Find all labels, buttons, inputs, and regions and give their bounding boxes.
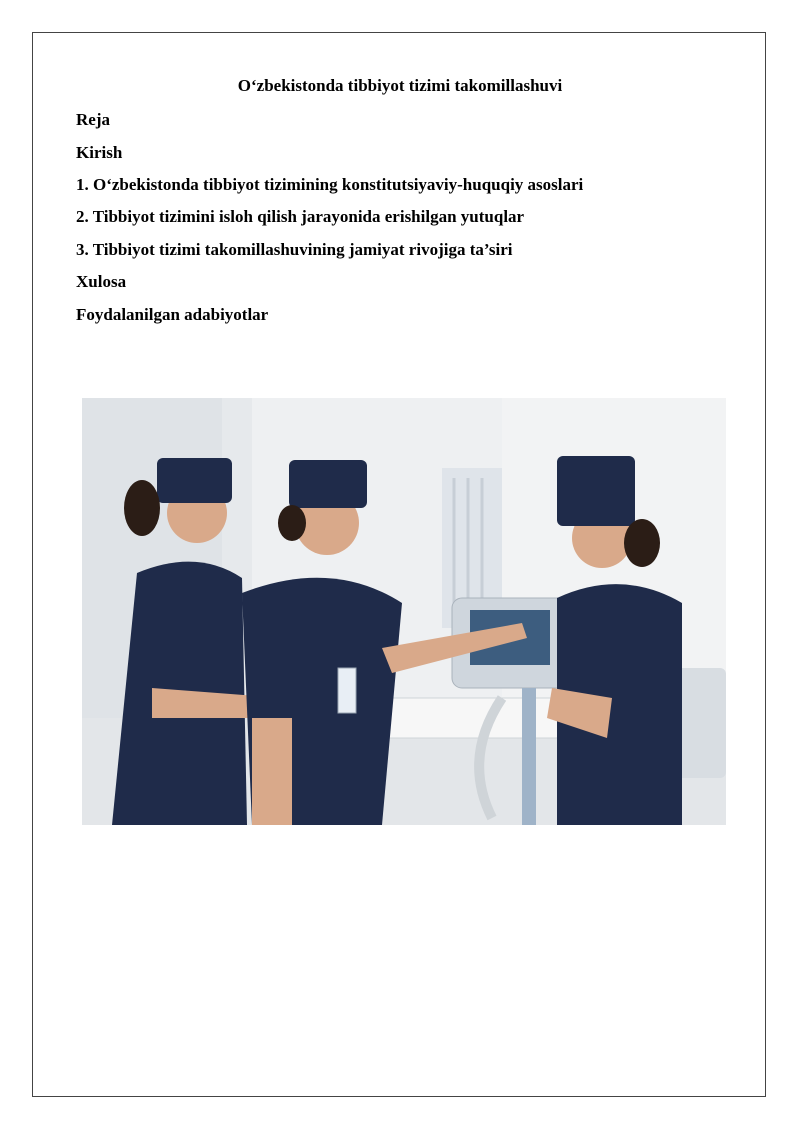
plan-item-intro: Kirish bbox=[76, 143, 123, 162]
plan-heading: Reja bbox=[76, 110, 110, 129]
plan-item-2: 2. Tibbiyot tizimini isloh qilish jarayonida erishilgan yutuqlar bbox=[76, 207, 525, 226]
plan-item-3: 3. Tibbiyot tizimi takomillashuvining jamiyat rivojiga ta’siri bbox=[76, 240, 513, 259]
plan-item-references: Foydalanilgan adabiyotlar bbox=[76, 305, 269, 324]
plan-item-conclusion: Xulosa bbox=[76, 272, 127, 291]
document-title: O‘zbekistonda tibbiyot tizimi takomillashuvi bbox=[237, 76, 563, 95]
plan-item-1: 1. O‘zbekistonda tibbiyot tizimining konstitutsiyaviy-huquqiy asoslari bbox=[76, 175, 584, 194]
nurses-photo bbox=[82, 398, 726, 825]
